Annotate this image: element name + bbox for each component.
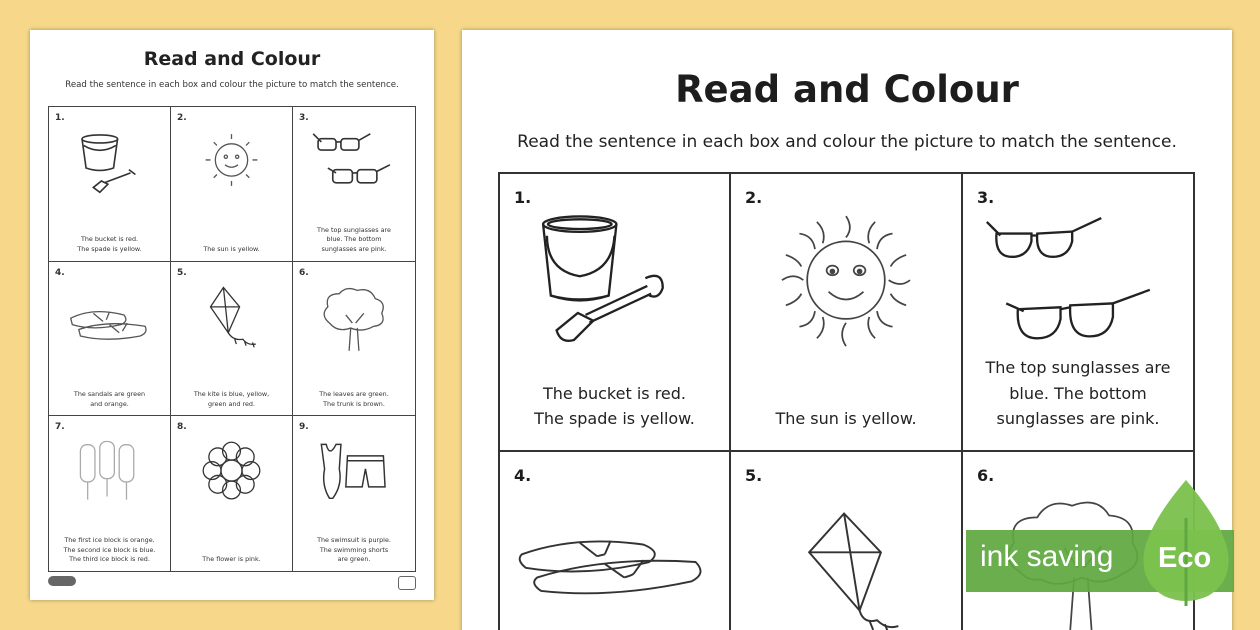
cell-caption: The swimsuit is purple. The swimming shorts are green. (317, 536, 391, 564)
cell-caption: The leaves are green. The trunk is brown. (319, 390, 389, 408)
cell-number: 3. (977, 188, 995, 207)
sun-icon (183, 123, 280, 205)
footer-badge-icon (398, 576, 416, 590)
page-title: Read and Colour (675, 68, 1019, 111)
cell-caption: The sun is yellow. (203, 245, 260, 254)
cell-caption: The flower is pink. (202, 555, 261, 564)
page-instruction: Read the sentence in each box and colour the picture to match the sentence. (517, 132, 1177, 152)
thumb-cell-5 (171, 262, 293, 417)
cell-number: 4. (514, 466, 532, 485)
cell-5 (731, 452, 963, 630)
cell-caption: The top sunglasses are blue. The bottom sunglasses are pink. (985, 358, 1171, 429)
cell-caption: The bucket is red. The spade is yellow. (77, 235, 142, 254)
thumb-cell-8 (171, 416, 293, 571)
tree-icon (305, 278, 403, 360)
thumb-cell-1 (49, 107, 171, 262)
cell-number: 7. (55, 422, 65, 433)
cell-3 (963, 174, 1193, 452)
cell-number: 9. (299, 422, 309, 433)
thumbnail-instruction: Read the sentence in each box and colour the picture to match the sentence. (65, 80, 399, 90)
thumbnail-page[interactable] (30, 30, 434, 600)
cell-2 (731, 174, 963, 452)
sunglasses-icon (305, 123, 403, 205)
cell-caption: The bucket is red. The spade is yellow. (534, 383, 695, 429)
publisher-logo (48, 576, 76, 586)
cell-number: 5. (177, 267, 187, 278)
thumb-cell-6 (293, 262, 415, 417)
cell-number: 8. (177, 422, 187, 433)
thumb-cell-3 (293, 107, 415, 262)
cell-1 (500, 174, 731, 452)
sandals-icon (518, 482, 711, 630)
kite-icon (183, 278, 280, 360)
cell-caption: The sun is yellow. (775, 409, 917, 429)
thumb-cell-2 (171, 107, 293, 262)
eco-badge-word: Eco (1158, 542, 1212, 574)
thumb-cell-4 (49, 262, 171, 417)
sunglasses-icon (981, 204, 1175, 364)
thumb-cell-7 (49, 416, 171, 571)
cell-number: 3. (299, 113, 309, 123)
cell-number: 4. (55, 267, 65, 278)
cell-number: 1. (514, 188, 532, 207)
thumbnail-title: Read and Colour (143, 48, 321, 70)
ice-blocks-icon (61, 432, 158, 514)
swimwear-icon (305, 432, 403, 514)
sandals-icon (61, 278, 158, 360)
cell-4 (500, 452, 731, 630)
flower-icon (183, 432, 280, 514)
cell-number: 1. (55, 113, 65, 123)
cell-caption: The first ice block is orange. The second ice block is blue. The third ice block is red. (63, 536, 156, 564)
thumb-cell-9 (293, 416, 415, 571)
cell-number: 5. (745, 466, 763, 485)
eco-banner-label: ink saving (980, 540, 1114, 573)
kite-icon (749, 482, 943, 630)
cell-number: 6. (977, 466, 995, 485)
cell-number: 2. (177, 113, 187, 123)
cell-caption: The sandals are green and orange. (73, 390, 146, 408)
bucket-spade-icon (61, 123, 158, 205)
bucket-spade-icon (518, 204, 711, 364)
cell-caption: The top sunglasses are blue. The bottom sunglasses are pink. (317, 225, 391, 254)
thumbnail-grid (48, 106, 416, 572)
cell-number: 2. (745, 188, 763, 207)
sun-icon (749, 204, 943, 364)
cell-caption: The kite is blue, yellow, green and red. (193, 390, 270, 408)
cell-number: 6. (299, 267, 309, 278)
